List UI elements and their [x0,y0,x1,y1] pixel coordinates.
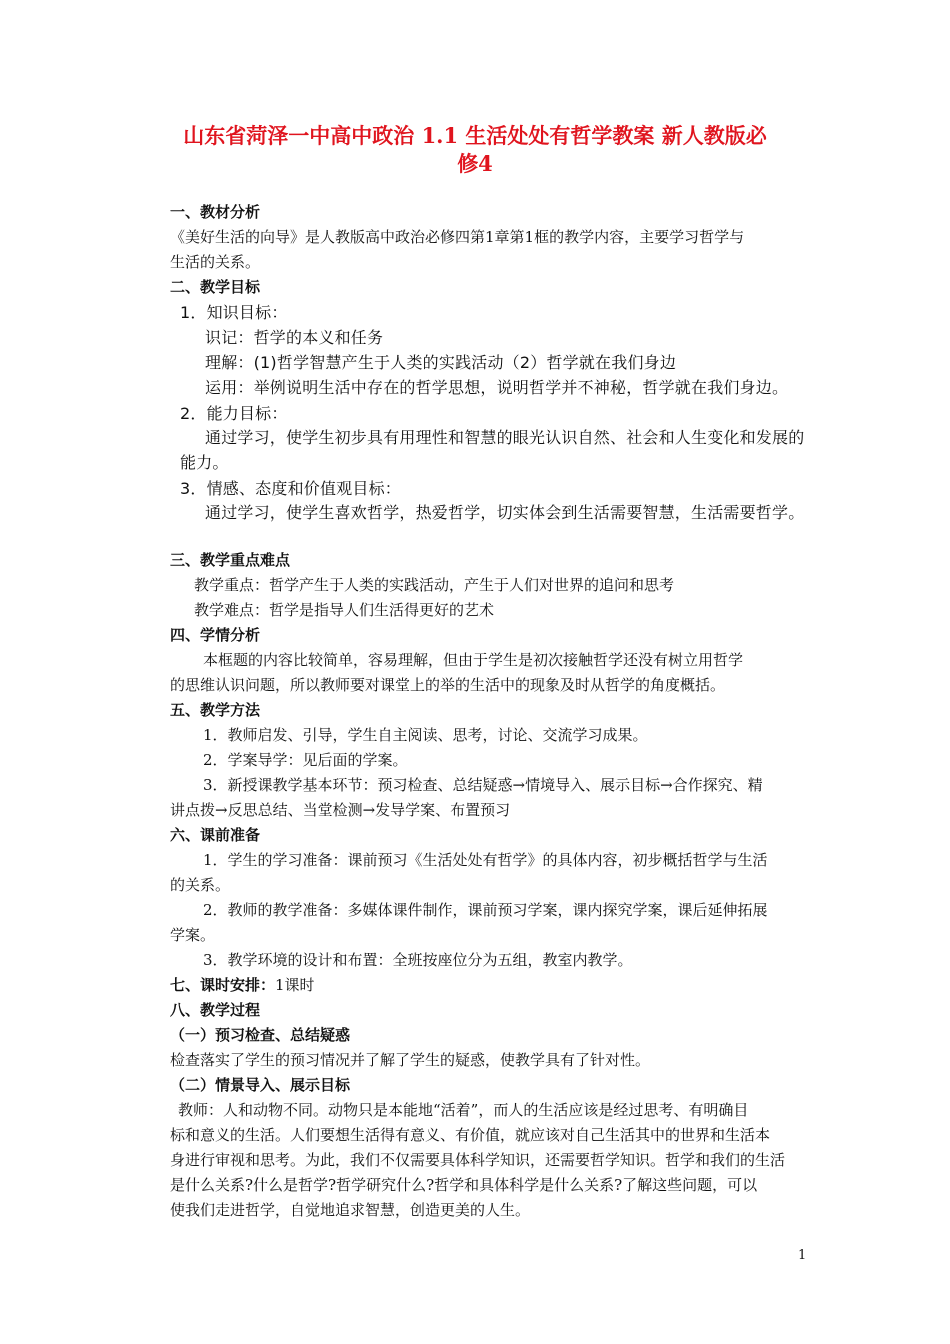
method-item: 2．学案导学：见后面的学案。 [203,751,408,769]
paragraph: 本框题的内容比较简单，容易理解，但由于学生是初次接触哲学还没有树立用哲学 [203,651,744,669]
section-heading-7: 七、课时安排： [170,976,276,994]
objective-understand: 理解：(1)哲学智慧产生于人类的实践活动（2）哲学就在我们身边 [205,353,677,372]
prep-item: 的关系。 [170,876,231,894]
objective-apply: 运用：举例说明生活中存在的哲学思想，说明哲学并不神秘，哲学就在我们身边。 [205,378,789,397]
prep-item: 3．教学环境的设计和布置：全班按座位分为五组，教室内教学。 [203,951,633,969]
section-heading-1: 一、教材分析 [170,203,261,221]
prep-item: 学案。 [170,926,216,944]
difficult-point: 教学难点：哲学是指导人们生活得更好的艺术 [194,601,495,619]
method-item: 3．新授课教学基本环节：预习检查、总结疑惑→情境导入、展示目标→合作探究、精 [203,776,763,794]
section-heading-6: 六、课前准备 [170,826,261,844]
title-line-2: 修4 [457,151,493,176]
paragraph: 教师：人和动物不同。动物只是本能地“活着”，而人的生活应该是经过思考、有明确目 [178,1101,749,1119]
schedule-line [170,975,315,995]
emotion-paragraph: 通过学习，使学生喜欢哲学，热爱哲学，切实体会到生活需要智慧，生活需要哲学。 [205,503,805,522]
method-item: 1．教师启发、引导，学生自主阅读、思考，讨论、交流学习成果。 [203,726,648,744]
title-line-1: 山东省菏泽一中高中政治 1.1 生活处处有哲学教案 新人教版必 [183,123,767,148]
subheading: （二）情景导入、展示目标 [170,1076,351,1094]
paragraph: 使我们走进哲学，自觉地追求智慧，创造更美的人生。 [170,1201,531,1219]
section-heading-3: 三、教学重点难点 [170,551,291,569]
paragraph: 的思维认识问题，所以教师要对课堂上的举的生活中的现象及时从哲学的角度概括。 [170,676,726,694]
ability-paragraph: 通过学习，使学生初步具有用理性和智慧的眼光认识自然、社会和人生变化和发展的 [205,428,805,447]
paragraph: 标和意义的生活。人们要想生活得有意义、有价值，就应该对自己生活其中的世界和生活本 [170,1126,771,1144]
prep-item: 2．教师的教学准备：多媒体课件制作，课前预习学案，课内探究学案，课后延伸拓展 [203,901,768,919]
prep-item: 1．学生的学习准备：课前预习《生活处处有哲学》的具体内容，初步概括哲学与生活 [203,851,768,869]
paragraph: 身进行审视和思考。为此，我们不仅需要具体科学知识，还需要哲学知识。哲学和我们的生活 [170,1151,786,1169]
section-heading-5: 五、教学方法 [170,701,261,719]
page-number: 1 [798,1248,807,1263]
paragraph: 检查落实了学生的预习情况并了解了学生的疑惑，使教学具有了针对性。 [170,1051,651,1069]
section-heading-8: 八、教学过程 [170,1001,261,1019]
section-heading-4: 四、学情分析 [170,626,261,644]
key-point: 教学重点：哲学产生于人类的实践活动，产生于人们对世界的追问和思考 [194,576,675,594]
section-heading-2: 二、教学目标 [170,278,261,296]
document-title [150,122,800,178]
ability-paragraph: 能力。 [180,453,229,472]
objective-recall: 识记：哲学的本义和任务 [205,328,384,347]
paragraph: 《美好生活的向导》是人教版高中政治必修四第1章第1框的教学内容，主要学习哲学与 [170,228,745,246]
method-item: 讲点拨→反思总结、当堂检测→发导学案、布置预习 [170,801,511,819]
paragraph: 生活的关系。 [170,253,261,271]
objective-knowledge: 1．知识目标： [180,303,288,322]
objective-emotion: 3．情感、态度和价值观目标： [180,479,401,498]
objective-ability: 2．能力目标： [180,404,288,423]
subheading: （一）预习检查、总结疑惑 [170,1026,351,1044]
schedule-value: 1课时 [275,976,315,994]
paragraph: 是什么关系?什么是哲学?哲学研究什么?哲学和具体科学是什么关系?了解这些问题，可以 [170,1176,758,1194]
